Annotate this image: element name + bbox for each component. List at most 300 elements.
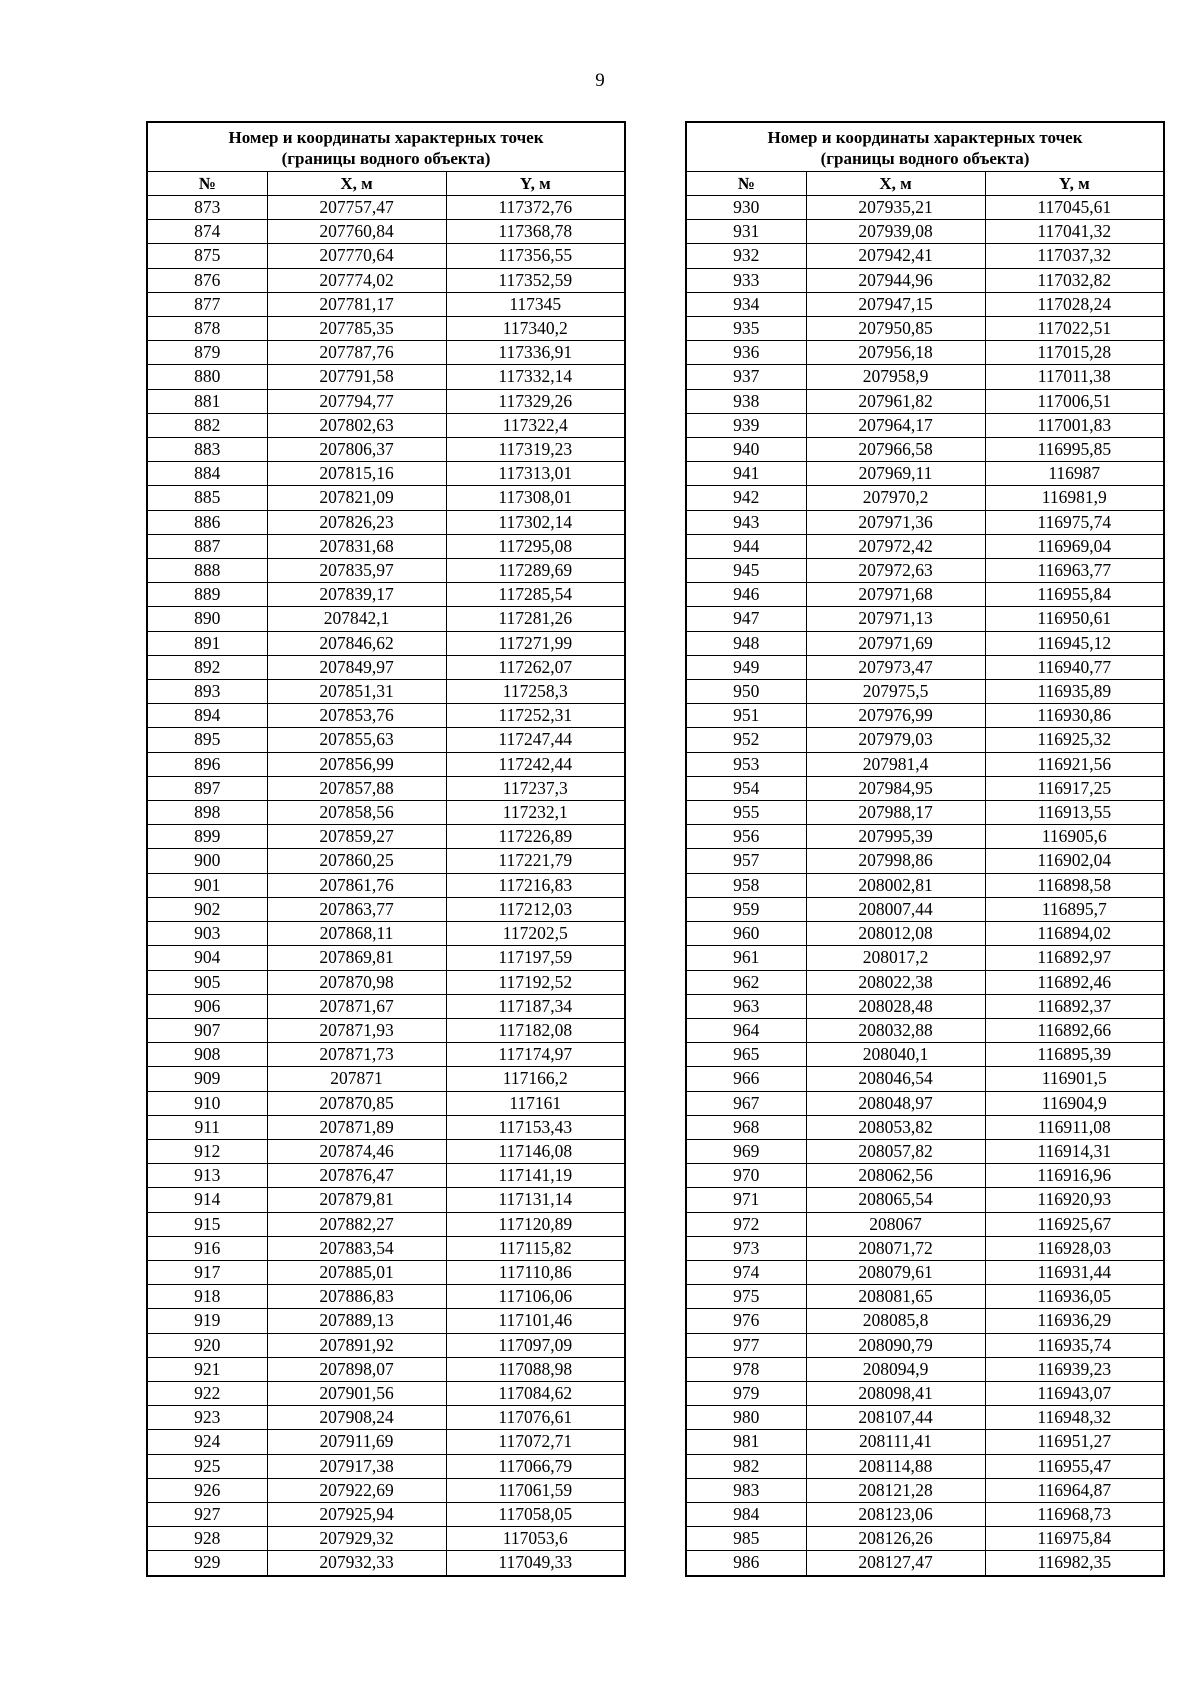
y-coordinate-cell: 117242,44 [446, 752, 625, 776]
y-coordinate-cell: 116982,35 [985, 1551, 1164, 1576]
point-number-cell: 975 [686, 1285, 806, 1309]
table-row [147, 1043, 625, 1067]
table-caption [147, 122, 625, 172]
y-coordinate-cell: 117161 [446, 1091, 625, 1115]
x-coordinate-cell: 207932,33 [267, 1551, 446, 1576]
table-row [686, 1212, 1164, 1236]
x-coordinate-cell: 207972,42 [806, 534, 985, 558]
point-number-cell: 877 [147, 292, 267, 316]
table-row [147, 607, 625, 631]
point-number-cell: 912 [147, 1139, 267, 1163]
point-number-cell: 913 [147, 1164, 267, 1188]
point-number-cell: 970 [686, 1164, 806, 1188]
x-coordinate-cell: 208079,61 [806, 1260, 985, 1284]
point-number-cell: 966 [686, 1067, 806, 1091]
y-coordinate-cell: 117295,08 [446, 534, 625, 558]
point-number-cell: 968 [686, 1115, 806, 1139]
y-coordinate-cell: 116945,12 [985, 631, 1164, 655]
x-coordinate-cell: 207806,37 [267, 438, 446, 462]
point-number-cell: 951 [686, 704, 806, 728]
y-coordinate-cell: 116987 [985, 462, 1164, 486]
x-coordinate-cell: 207958,9 [806, 365, 985, 389]
x-coordinate-cell: 208114,88 [806, 1454, 985, 1478]
table-row [686, 1043, 1164, 1067]
point-number-cell: 943 [686, 510, 806, 534]
point-number-cell: 905 [147, 970, 267, 994]
table-row [686, 922, 1164, 946]
x-coordinate-cell: 207889,13 [267, 1309, 446, 1333]
point-number-cell: 880 [147, 365, 267, 389]
table-row [686, 1381, 1164, 1405]
y-coordinate-cell: 116975,74 [985, 510, 1164, 534]
x-coordinate-cell: 207969,11 [806, 462, 985, 486]
y-coordinate-cell: 117084,62 [446, 1381, 625, 1405]
point-number-cell: 967 [686, 1091, 806, 1115]
table-row [686, 1333, 1164, 1357]
x-coordinate-cell: 208048,97 [806, 1091, 985, 1115]
table-caption-line2: (границы водного объекта) [820, 149, 1030, 168]
point-number-cell: 887 [147, 534, 267, 558]
x-coordinate-cell: 207794,77 [267, 389, 446, 413]
x-coordinate-cell: 207883,54 [267, 1236, 446, 1260]
point-number-cell: 901 [147, 873, 267, 897]
table-row [147, 1018, 625, 1042]
point-number-cell: 945 [686, 559, 806, 583]
y-coordinate-cell: 116955,47 [985, 1454, 1164, 1478]
y-coordinate-cell: 116920,93 [985, 1188, 1164, 1212]
table-row [147, 292, 625, 316]
point-number-cell: 925 [147, 1454, 267, 1478]
y-coordinate-cell: 117041,32 [985, 220, 1164, 244]
y-coordinate-cell: 117332,14 [446, 365, 625, 389]
y-coordinate-cell: 116964,87 [985, 1478, 1164, 1502]
x-coordinate-cell: 207863,77 [267, 897, 446, 921]
x-coordinate-cell: 207939,08 [806, 220, 985, 244]
y-coordinate-cell: 117049,33 [446, 1551, 625, 1576]
table-row [147, 1502, 625, 1526]
point-number-cell: 920 [147, 1333, 267, 1357]
x-coordinate-cell: 207869,81 [267, 946, 446, 970]
point-number-cell: 965 [686, 1043, 806, 1067]
table-row [147, 559, 625, 583]
y-coordinate-cell: 116892,37 [985, 994, 1164, 1018]
table-row [147, 1454, 625, 1478]
x-coordinate-cell: 207964,17 [806, 413, 985, 437]
y-coordinate-cell: 116930,86 [985, 704, 1164, 728]
point-number-cell: 953 [686, 752, 806, 776]
y-coordinate-cell: 116995,85 [985, 438, 1164, 462]
table-row [147, 680, 625, 704]
x-coordinate-cell: 208053,82 [806, 1115, 985, 1139]
table-row [147, 1212, 625, 1236]
x-coordinate-cell: 207839,17 [267, 583, 446, 607]
table-row [686, 196, 1164, 220]
x-coordinate-cell: 208121,28 [806, 1478, 985, 1502]
point-number-cell: 899 [147, 825, 267, 849]
x-coordinate-cell: 207815,16 [267, 462, 446, 486]
point-number-cell: 902 [147, 897, 267, 921]
point-number-cell: 919 [147, 1309, 267, 1333]
table-row [686, 1527, 1164, 1551]
table-row [147, 1260, 625, 1284]
table-row [686, 220, 1164, 244]
table-row [686, 1285, 1164, 1309]
x-coordinate-cell: 208028,48 [806, 994, 985, 1018]
table-row [686, 1309, 1164, 1333]
y-coordinate-cell: 117053,6 [446, 1527, 625, 1551]
y-coordinate-cell: 117037,32 [985, 244, 1164, 268]
y-coordinate-cell: 116895,7 [985, 897, 1164, 921]
y-coordinate-cell: 117174,97 [446, 1043, 625, 1067]
y-coordinate-cell: 116963,77 [985, 559, 1164, 583]
y-coordinate-cell: 116981,9 [985, 486, 1164, 510]
point-number-cell: 924 [147, 1430, 267, 1454]
y-coordinate-cell: 116951,27 [985, 1430, 1164, 1454]
x-coordinate-cell: 208057,82 [806, 1139, 985, 1163]
y-coordinate-cell: 117212,03 [446, 897, 625, 921]
table-row [147, 728, 625, 752]
point-number-cell: 976 [686, 1309, 806, 1333]
table-row [686, 438, 1164, 462]
table-row [147, 583, 625, 607]
point-number-cell: 921 [147, 1357, 267, 1381]
table-body [686, 196, 1164, 1576]
x-coordinate-cell: 207908,24 [267, 1406, 446, 1430]
point-number-cell: 972 [686, 1212, 806, 1236]
table-row [147, 365, 625, 389]
y-coordinate-cell: 117115,82 [446, 1236, 625, 1260]
point-number-cell: 882 [147, 413, 267, 437]
x-coordinate-cell: 207970,2 [806, 486, 985, 510]
x-coordinate-cell: 207870,85 [267, 1091, 446, 1115]
y-coordinate-cell: 117097,09 [446, 1333, 625, 1357]
table-row [147, 1115, 625, 1139]
y-coordinate-cell: 116894,02 [985, 922, 1164, 946]
table-row [147, 849, 625, 873]
y-coordinate-cell: 117302,14 [446, 510, 625, 534]
table-row [147, 534, 625, 558]
y-coordinate-cell: 116940,77 [985, 655, 1164, 679]
x-coordinate-cell: 208017,2 [806, 946, 985, 970]
point-number-cell: 985 [686, 1527, 806, 1551]
x-coordinate-cell: 207911,69 [267, 1430, 446, 1454]
point-number-cell: 890 [147, 607, 267, 631]
point-number-cell: 903 [147, 922, 267, 946]
point-number-cell: 915 [147, 1212, 267, 1236]
table-row [147, 1527, 625, 1551]
table-row [147, 922, 625, 946]
table-row [147, 1381, 625, 1405]
table-row [686, 776, 1164, 800]
x-coordinate-cell: 207821,09 [267, 486, 446, 510]
x-coordinate-cell: 208022,38 [806, 970, 985, 994]
table-row [686, 728, 1164, 752]
table-caption-line1: Номер и координаты характерных точек [228, 128, 544, 147]
point-number-cell: 910 [147, 1091, 267, 1115]
y-coordinate-cell: 117166,2 [446, 1067, 625, 1091]
column-header-y: Y, м [446, 172, 625, 196]
y-coordinate-cell: 116905,6 [985, 825, 1164, 849]
y-coordinate-cell: 117006,51 [985, 389, 1164, 413]
y-coordinate-cell: 117356,55 [446, 244, 625, 268]
y-coordinate-cell: 117001,83 [985, 413, 1164, 437]
y-coordinate-cell: 117066,79 [446, 1454, 625, 1478]
x-coordinate-cell: 207770,64 [267, 244, 446, 268]
x-coordinate-cell: 207981,4 [806, 752, 985, 776]
y-coordinate-cell: 117192,52 [446, 970, 625, 994]
y-coordinate-cell: 116936,29 [985, 1309, 1164, 1333]
point-number-cell: 927 [147, 1502, 267, 1526]
point-number-cell: 878 [147, 317, 267, 341]
point-number-cell: 954 [686, 776, 806, 800]
table-body [147, 196, 625, 1576]
y-coordinate-cell: 116935,89 [985, 680, 1164, 704]
coordinates-table-right [685, 121, 1165, 1577]
table-row [686, 946, 1164, 970]
y-coordinate-cell: 117271,99 [446, 631, 625, 655]
point-number-cell: 942 [686, 486, 806, 510]
y-coordinate-cell: 117061,59 [446, 1478, 625, 1502]
point-number-cell: 986 [686, 1551, 806, 1576]
y-coordinate-cell: 117197,59 [446, 946, 625, 970]
point-number-cell: 983 [686, 1478, 806, 1502]
table-row [686, 413, 1164, 437]
point-number-cell: 940 [686, 438, 806, 462]
y-coordinate-cell: 117340,2 [446, 317, 625, 341]
point-number-cell: 941 [686, 462, 806, 486]
point-number-cell: 889 [147, 583, 267, 607]
point-number-cell: 955 [686, 801, 806, 825]
table-row [147, 752, 625, 776]
table-caption-line2: (границы водного объекта) [281, 149, 491, 168]
table-row [686, 994, 1164, 1018]
table-row [686, 1430, 1164, 1454]
y-coordinate-cell: 116968,73 [985, 1502, 1164, 1526]
point-number-cell: 874 [147, 220, 267, 244]
table-row [686, 1502, 1164, 1526]
y-coordinate-cell: 116911,08 [985, 1115, 1164, 1139]
point-number-cell: 984 [686, 1502, 806, 1526]
y-coordinate-cell: 117252,31 [446, 704, 625, 728]
point-number-cell: 952 [686, 728, 806, 752]
table-row [686, 1067, 1164, 1091]
point-number-cell: 962 [686, 970, 806, 994]
y-coordinate-cell: 116898,58 [985, 873, 1164, 897]
x-coordinate-cell: 207947,15 [806, 292, 985, 316]
y-coordinate-cell: 116904,9 [985, 1091, 1164, 1115]
point-number-cell: 958 [686, 873, 806, 897]
point-number-cell: 981 [686, 1430, 806, 1454]
x-coordinate-cell: 207972,63 [806, 559, 985, 583]
table-row [686, 559, 1164, 583]
y-coordinate-cell: 117045,61 [985, 196, 1164, 220]
table-row [147, 1067, 625, 1091]
x-coordinate-cell: 208085,8 [806, 1309, 985, 1333]
column-header-number: № [147, 172, 267, 196]
table-row [147, 244, 625, 268]
x-coordinate-cell: 207950,85 [806, 317, 985, 341]
point-number-cell: 971 [686, 1188, 806, 1212]
point-number-cell: 948 [686, 631, 806, 655]
table-row [147, 1430, 625, 1454]
page-number: 9 [595, 70, 605, 91]
point-number-cell: 896 [147, 752, 267, 776]
point-number-cell: 914 [147, 1188, 267, 1212]
y-coordinate-cell: 117153,43 [446, 1115, 625, 1139]
y-coordinate-cell: 116936,05 [985, 1285, 1164, 1309]
y-coordinate-cell: 117368,78 [446, 220, 625, 244]
y-coordinate-cell: 117187,34 [446, 994, 625, 1018]
y-coordinate-cell: 116892,46 [985, 970, 1164, 994]
y-coordinate-cell: 116901,5 [985, 1067, 1164, 1091]
table-row [147, 873, 625, 897]
x-coordinate-cell: 207961,82 [806, 389, 985, 413]
x-coordinate-cell: 208111,41 [806, 1430, 985, 1454]
y-coordinate-cell: 116928,03 [985, 1236, 1164, 1260]
point-number-cell: 974 [686, 1260, 806, 1284]
x-coordinate-cell: 207871,89 [267, 1115, 446, 1139]
x-coordinate-cell: 208046,54 [806, 1067, 985, 1091]
point-number-cell: 982 [686, 1454, 806, 1478]
point-number-cell: 950 [686, 680, 806, 704]
x-coordinate-cell: 207922,69 [267, 1478, 446, 1502]
x-coordinate-cell: 207760,84 [267, 220, 446, 244]
x-coordinate-cell: 207885,01 [267, 1260, 446, 1284]
x-coordinate-cell: 207831,68 [267, 534, 446, 558]
table-row [147, 776, 625, 800]
point-number-cell: 916 [147, 1236, 267, 1260]
x-coordinate-cell: 207774,02 [267, 268, 446, 292]
table-row [147, 1357, 625, 1381]
point-number-cell: 881 [147, 389, 267, 413]
table-row [147, 389, 625, 413]
y-coordinate-cell: 116975,84 [985, 1527, 1164, 1551]
point-number-cell: 944 [686, 534, 806, 558]
x-coordinate-cell: 207860,25 [267, 849, 446, 873]
point-number-cell: 909 [147, 1067, 267, 1091]
point-number-cell: 938 [686, 389, 806, 413]
table-row [686, 1236, 1164, 1260]
x-coordinate-cell: 207874,46 [267, 1139, 446, 1163]
y-coordinate-cell: 116931,44 [985, 1260, 1164, 1284]
table-row [686, 1164, 1164, 1188]
x-coordinate-cell: 207857,88 [267, 776, 446, 800]
x-coordinate-cell: 207998,86 [806, 849, 985, 873]
table-row [686, 607, 1164, 631]
x-coordinate-cell: 208081,65 [806, 1285, 985, 1309]
y-coordinate-cell: 116939,23 [985, 1357, 1164, 1381]
x-coordinate-cell: 207929,32 [267, 1527, 446, 1551]
point-number-cell: 917 [147, 1260, 267, 1284]
y-coordinate-cell: 117262,07 [446, 655, 625, 679]
y-coordinate-cell: 116895,39 [985, 1043, 1164, 1067]
point-number-cell: 908 [147, 1043, 267, 1067]
table-row [147, 946, 625, 970]
y-coordinate-cell: 117101,46 [446, 1309, 625, 1333]
y-coordinate-cell: 117032,82 [985, 268, 1164, 292]
x-coordinate-cell: 207835,97 [267, 559, 446, 583]
x-coordinate-cell: 208032,88 [806, 1018, 985, 1042]
x-coordinate-cell: 207842,1 [267, 607, 446, 631]
table-row [686, 1357, 1164, 1381]
y-coordinate-cell: 116943,07 [985, 1381, 1164, 1405]
point-number-cell: 960 [686, 922, 806, 946]
table-row [147, 1091, 625, 1115]
point-number-cell: 937 [686, 365, 806, 389]
x-coordinate-cell: 207976,99 [806, 704, 985, 728]
y-coordinate-cell: 117247,44 [446, 728, 625, 752]
table-row [147, 317, 625, 341]
table-row [686, 1091, 1164, 1115]
table-row [686, 970, 1164, 994]
x-coordinate-cell: 208127,47 [806, 1551, 985, 1576]
x-coordinate-cell: 207979,03 [806, 728, 985, 752]
x-coordinate-cell: 207995,39 [806, 825, 985, 849]
table-row [686, 534, 1164, 558]
y-coordinate-cell: 117258,3 [446, 680, 625, 704]
table-row [147, 655, 625, 679]
point-number-cell: 884 [147, 462, 267, 486]
x-coordinate-cell: 207791,58 [267, 365, 446, 389]
point-number-cell: 977 [686, 1333, 806, 1357]
table-row [147, 1285, 625, 1309]
table-row [686, 1260, 1164, 1284]
point-number-cell: 926 [147, 1478, 267, 1502]
x-coordinate-cell: 207925,94 [267, 1502, 446, 1526]
x-coordinate-cell: 208002,81 [806, 873, 985, 897]
point-number-cell: 979 [686, 1381, 806, 1405]
x-coordinate-cell: 207757,47 [267, 196, 446, 220]
x-coordinate-cell: 207871,93 [267, 1018, 446, 1042]
y-coordinate-cell: 117182,08 [446, 1018, 625, 1042]
point-number-cell: 876 [147, 268, 267, 292]
table-row [686, 655, 1164, 679]
y-coordinate-cell: 117028,24 [985, 292, 1164, 316]
y-coordinate-cell: 117329,26 [446, 389, 625, 413]
point-number-cell: 888 [147, 559, 267, 583]
x-coordinate-cell: 208090,79 [806, 1333, 985, 1357]
table-row [686, 268, 1164, 292]
y-coordinate-cell: 116925,32 [985, 728, 1164, 752]
table-row [147, 1139, 625, 1163]
table-row [686, 801, 1164, 825]
x-coordinate-cell: 207975,5 [806, 680, 985, 704]
x-coordinate-cell: 208071,72 [806, 1236, 985, 1260]
x-coordinate-cell: 207988,17 [806, 801, 985, 825]
x-coordinate-cell: 207785,35 [267, 317, 446, 341]
y-coordinate-cell: 117015,28 [985, 341, 1164, 365]
x-coordinate-cell: 207973,47 [806, 655, 985, 679]
table-row [147, 196, 625, 220]
x-coordinate-cell: 207879,81 [267, 1188, 446, 1212]
table-row [686, 583, 1164, 607]
point-number-cell: 964 [686, 1018, 806, 1042]
x-coordinate-cell: 207849,97 [267, 655, 446, 679]
table-row [147, 438, 625, 462]
y-coordinate-cell: 116948,32 [985, 1406, 1164, 1430]
point-number-cell: 932 [686, 244, 806, 268]
table-row [147, 825, 625, 849]
point-number-cell: 947 [686, 607, 806, 631]
table-row [147, 462, 625, 486]
x-coordinate-cell: 207901,56 [267, 1381, 446, 1405]
table-caption [686, 122, 1164, 172]
table-row [686, 1139, 1164, 1163]
point-number-cell: 892 [147, 655, 267, 679]
column-header-y: Y, м [985, 172, 1164, 196]
x-coordinate-cell: 208007,44 [806, 897, 985, 921]
x-coordinate-cell: 208067 [806, 1212, 985, 1236]
